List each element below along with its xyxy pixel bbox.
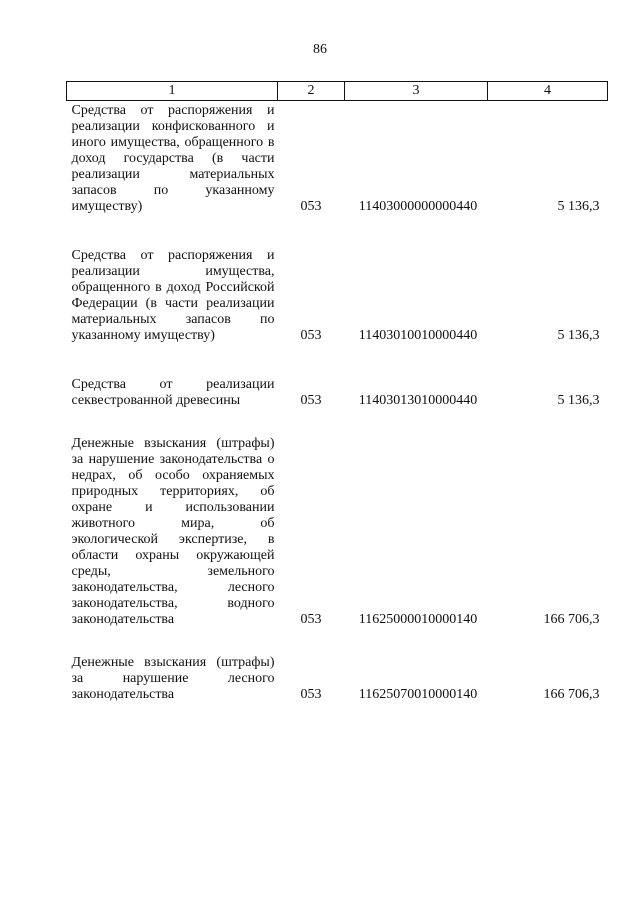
budget-classification-code: 11625000010000140 bbox=[358, 612, 478, 627]
income-name: Средства от распоряжения и реализации имущества, обращенного в доход Российской Федерации (в части реализации материальных запасов по указанному имуществу) bbox=[71, 248, 275, 343]
budget-classification-code: 11403010010000440 bbox=[358, 328, 478, 343]
income-name: Денежные взыскания (штрафы) за нарушение лесного законодательства bbox=[71, 655, 275, 702]
admin-code: 053 bbox=[300, 328, 322, 343]
header-row bbox=[67, 82, 608, 101]
table-row bbox=[67, 248, 608, 344]
column-header-4: 4 bbox=[488, 82, 608, 101]
table-row bbox=[67, 377, 608, 409]
budget-table bbox=[66, 81, 608, 703]
column-header-3: 3 bbox=[345, 82, 488, 101]
income-name: Средства от реализации секвестрованной древесины bbox=[71, 377, 275, 408]
budget-classification-code: 11403000000000440 bbox=[358, 199, 478, 214]
row-spacer bbox=[67, 344, 608, 377]
column-header-1: 1 bbox=[67, 82, 278, 101]
amount: 5 136,3 bbox=[557, 328, 600, 343]
table-row bbox=[67, 101, 608, 216]
admin-code: 053 bbox=[300, 687, 322, 702]
column-header-2: 2 bbox=[278, 82, 345, 101]
table-row bbox=[67, 436, 608, 628]
row-spacer bbox=[67, 409, 608, 436]
budget-classification-code: 11625070010000140 bbox=[358, 687, 478, 702]
admin-code: 053 bbox=[300, 199, 322, 214]
row-spacer bbox=[67, 628, 608, 655]
admin-code: 053 bbox=[300, 612, 322, 627]
income-name: Средства от распоряжения и реализации конфискованного и иного имущества, обращенного в доход государства (в части реализации материальных запасов по указанному имуществу) bbox=[71, 103, 275, 214]
amount: 5 136,3 bbox=[557, 393, 600, 408]
amount: 5 136,3 bbox=[557, 199, 600, 214]
table-row bbox=[67, 655, 608, 703]
row-spacer bbox=[67, 215, 608, 248]
amount: 166 706,3 bbox=[543, 612, 600, 627]
admin-code: 053 bbox=[300, 393, 322, 408]
amount: 166 706,3 bbox=[543, 687, 600, 702]
income-name: Денежные взыскания (штрафы) за нарушение законодательства о недрах, об особо охраняемых природных территориях, об охране и использовании животного мира, об экологической экспертизе, в области охраны окружающей среды, земельного законодательства, лесного законодательства, водного законодательства bbox=[71, 436, 275, 627]
budget-classification-code: 11403013010000440 bbox=[358, 393, 478, 408]
page-number: 86 bbox=[313, 42, 327, 57]
